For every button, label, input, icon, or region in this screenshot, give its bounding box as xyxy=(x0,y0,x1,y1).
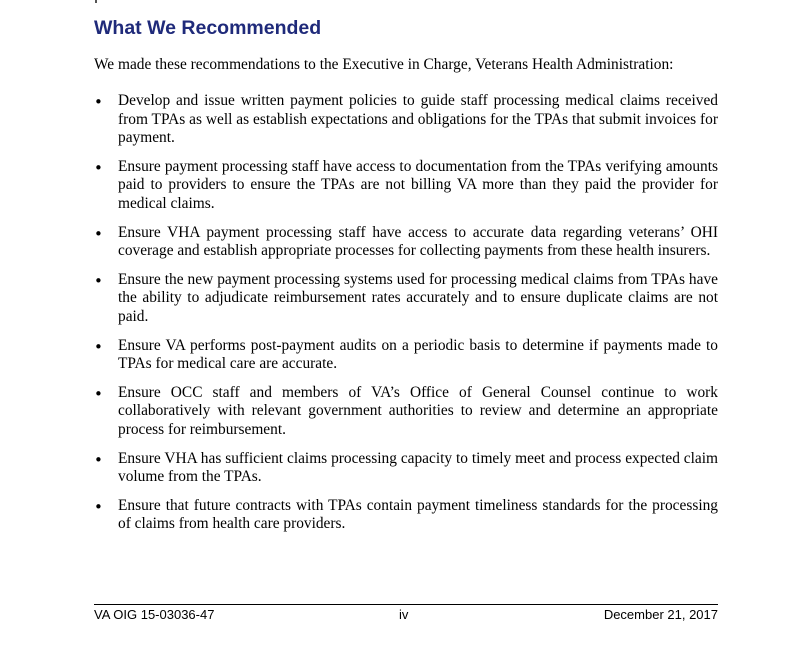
bullet-icon: • xyxy=(94,158,103,177)
recommendation-text: Ensure VA performs post-payment audits on a periodic basis to determine if payments made to TPAs for medical care are accurate. xyxy=(118,336,718,373)
bullet-icon: • xyxy=(94,224,103,243)
footer-date: December 21, 2017 xyxy=(603,607,718,622)
footer-divider xyxy=(94,604,718,605)
recommendation-text: Ensure OCC staff and members of VA’s Office of General Counsel continue to work collaboratively with relevant government authorities to review and determine an appropriate process for reimbursement. xyxy=(118,383,718,438)
recommendation-item xyxy=(94,224,718,261)
recommendations-list xyxy=(94,92,718,544)
recommendation-text: Develop and issue written payment policies to guide staff processing medical claims received from TPAs as well as establish expectations and obligations for the TPAs that submit invoices for payment. xyxy=(118,92,718,147)
recommendation-item xyxy=(94,497,718,534)
recommendation-text: Ensure VHA has sufficient claims processing capacity to timely meet and process expected claim volume from the TPAs. xyxy=(118,449,718,486)
bullet-icon: • xyxy=(94,271,103,290)
recommendation-item xyxy=(94,158,718,214)
recommendation-item xyxy=(94,337,718,374)
page-mark xyxy=(95,0,97,3)
recommendation-text: Ensure payment processing staff have access to documentation from the TPAs verifying amounts paid to providers to ensure the TPAs are not billing VA more than they paid the provider for medical claims. xyxy=(118,157,718,212)
bullet-icon: • xyxy=(94,450,103,469)
section-heading: What We Recommended xyxy=(94,17,322,39)
footer-page-number: iv xyxy=(399,607,409,622)
intro-paragraph: We made these recommendations to the Executive in Charge, Veterans Health Administration: xyxy=(94,56,674,73)
recommendation-item xyxy=(94,92,718,148)
bullet-icon: • xyxy=(94,384,103,403)
recommendation-item xyxy=(94,384,718,440)
bullet-icon: • xyxy=(94,93,103,111)
bullet-icon: • xyxy=(94,337,103,356)
footer-report-number: VA OIG 15-03036-47 xyxy=(94,607,215,622)
recommendation-item xyxy=(94,271,718,327)
recommendation-text: Ensure that future contracts with TPAs contain payment timeliness standards for the processing of claims from health care providers. xyxy=(118,496,718,533)
bullet-icon: • xyxy=(94,497,103,516)
recommendation-text: Ensure the new payment processing systems used for processing medical claims from TPAs have the ability to adjudicate reimbursement rates accurately and to ensure duplicate claims are not paid. xyxy=(118,270,718,325)
recommendation-text: Ensure VHA payment processing staff have access to accurate data regarding veterans’ OHI coverage and establish appropriate processes for collecting payments from these health insurers. xyxy=(118,223,718,260)
recommendation-item xyxy=(94,450,718,487)
